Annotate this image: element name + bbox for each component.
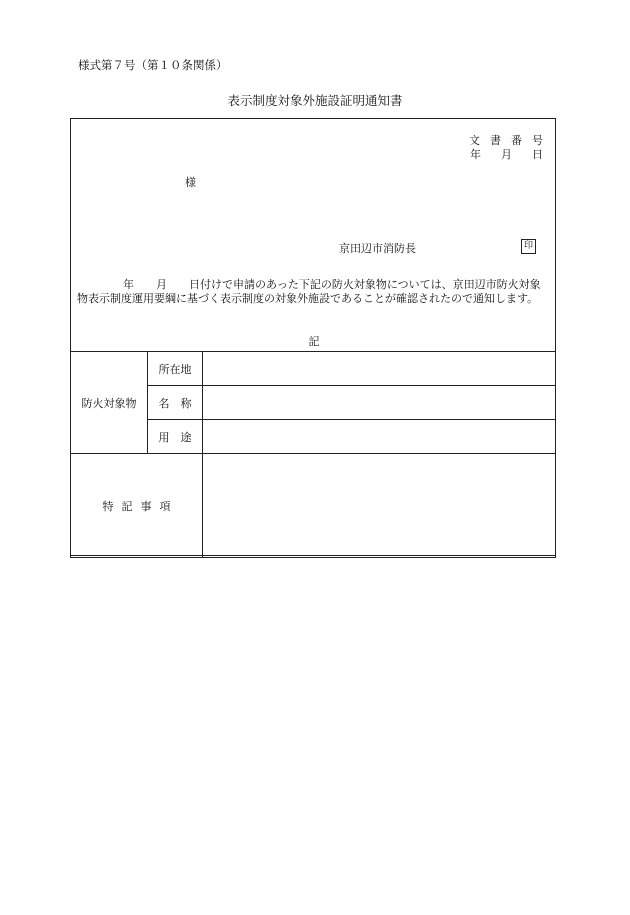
addressee-honorific: 様 — [185, 176, 196, 189]
usage-value[interactable] — [203, 420, 556, 454]
facility-table — [70, 351, 556, 558]
document-number-label: 文書番号 — [469, 134, 553, 147]
date-month: 月 — [501, 148, 512, 161]
table-row — [71, 352, 556, 386]
body-text: 日付けで申請のあった下記の防火対象物については、京田辺市防火対象物表示制度運用要綱に基づく表示制度の対象外施設であることが確認されたので通知します。 — [77, 278, 541, 305]
row-label-name: 名 称 — [148, 386, 203, 420]
issue-date — [470, 146, 543, 162]
date-year: 年 — [470, 148, 481, 161]
body-month: 月 — [156, 278, 167, 291]
fire-protection-object-label: 防火対象物 — [71, 352, 148, 454]
issuer-title: 京田辺市消防長 — [339, 242, 416, 255]
remarks-label-cell — [71, 454, 203, 558]
row-label-location: 所在地 — [148, 352, 203, 386]
notice-body — [77, 278, 551, 305]
notice-frame — [70, 118, 556, 556]
table-row — [71, 454, 556, 558]
location-value[interactable] — [203, 352, 556, 386]
date-day: 日 — [532, 148, 543, 161]
row-label-usage: 用 途 — [148, 420, 203, 454]
remarks-label: 特記事項 — [102, 499, 179, 513]
form-number-label: 様式第７号（第１０条関係） — [78, 58, 228, 72]
body-year: 年 — [123, 278, 134, 291]
ki-heading: 記 — [308, 335, 320, 348]
name-value[interactable] — [203, 386, 556, 420]
remarks-value[interactable] — [203, 454, 556, 558]
seal-mark: 印 — [521, 239, 536, 254]
document-title: 表示制度対象外施設証明通知書 — [227, 93, 403, 108]
